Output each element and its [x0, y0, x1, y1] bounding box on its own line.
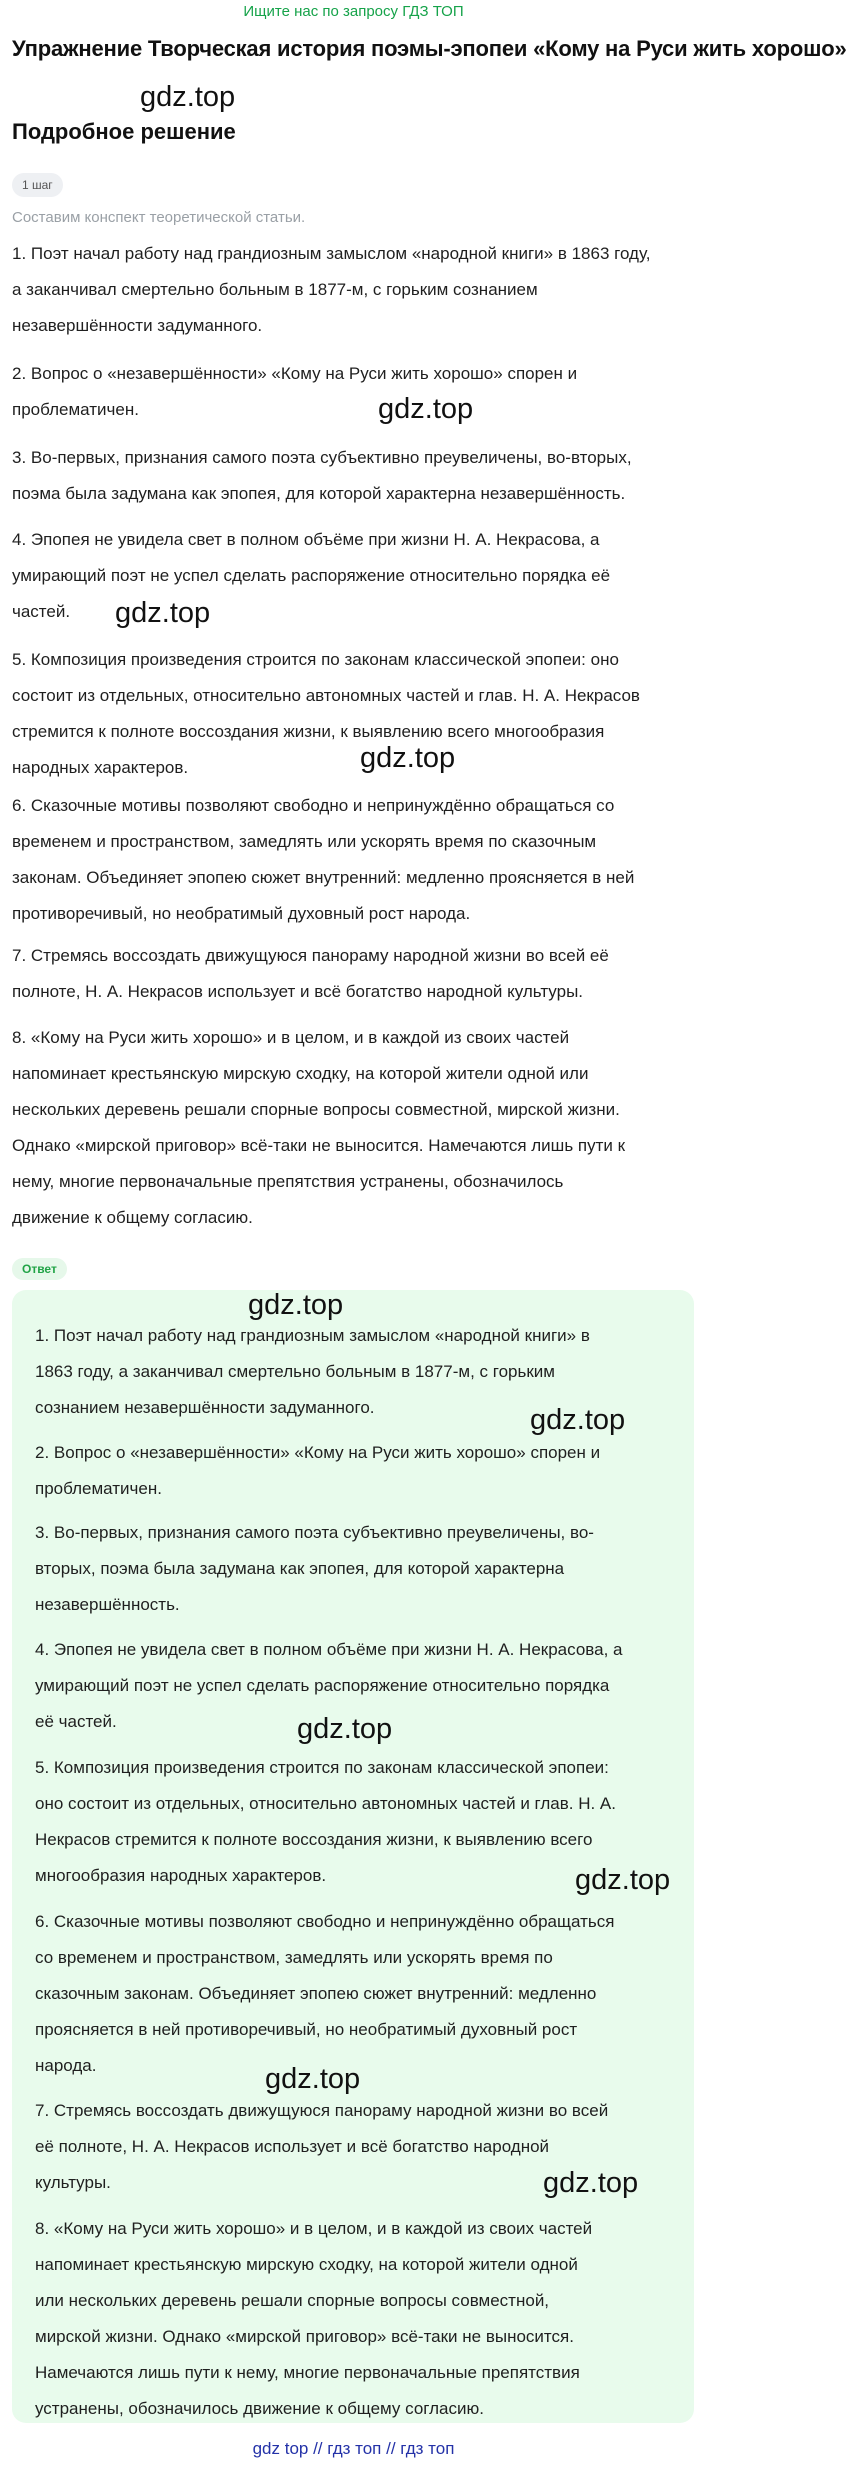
step-badge: 1 шаг: [12, 173, 63, 197]
footer-links[interactable]: gdz top // гдз топ // гдз топ: [252, 2439, 455, 2458]
text-line: незавершённость.: [35, 1595, 180, 1614]
text-line: 1. Поэт начал работу над грандиозным замыслом «народной книги» в 1863 году,: [12, 244, 651, 263]
text-line: 1. Поэт начал работу над грандиозным замыслом «народной книги» в: [35, 1326, 590, 1345]
text-line: движение к общему согласию.: [12, 1208, 253, 1227]
text-line: сознанием незавершённости задуманного.: [35, 1398, 375, 1417]
text-line: 8. «Кому на Руси жить хорошо» и в целом, и в каждой из своих частей: [12, 1028, 570, 1047]
text-line: частей.: [12, 602, 71, 621]
solution-paragraph-3: [12, 440, 692, 512]
text-line: 8. «Кому на Руси жить хорошо» и в целом, и в каждой из своих частей: [35, 2219, 593, 2238]
text-line: устранены, обозначилось движение к общему согласию.: [35, 2399, 484, 2418]
text-line: 5. Композиция произведения строится по законам классической эпопеи: оно: [12, 650, 619, 669]
answer-paragraph-2: [35, 1435, 667, 1507]
solution-paragraph-8: [12, 1020, 692, 1236]
text-line: состоит из отдельных, относительно автономных частей и глав. Н. А. Некрасов: [12, 686, 640, 705]
watermark: gdz.top: [360, 742, 456, 774]
solution-paragraph-1: [12, 236, 692, 344]
section-title: Подробное решение: [12, 119, 236, 144]
text-line: напоминает крестьянскую мирскую сходку, на которой жители одной или: [12, 1064, 589, 1083]
text-line: культуры.: [35, 2173, 111, 2192]
text-line: 5. Композиция произведения строится по законам классической эпопеи:: [35, 1758, 609, 1777]
text-line: 4. Эпопея не увидела свет в полном объёме при жизни Н. А. Некрасова, а: [35, 1640, 623, 1659]
text-line: законам. Объединяет эпопею сюжет внутренний: медленно проясняется в ней: [12, 868, 635, 887]
text-line: 6. Сказочные мотивы позволяют свободно и непринуждённо обращаться со: [12, 796, 615, 815]
text-line: умирающий поэт не успел сделать распоряжение относительно порядка: [35, 1676, 610, 1695]
intro-text: Составим конспект теоретической статьи.: [12, 209, 306, 226]
text-line: умирающий поэт не успел сделать распоряжение относительно порядка её: [12, 566, 611, 585]
text-line: со временем и пространством, замедлять или ускорять время по: [35, 1948, 553, 1967]
text-line: 2. Вопрос о «незавершённости» «Кому на Руси жить хорошо» спорен и: [12, 364, 578, 383]
text-line: 1863 году, а заканчивал смертельно больным в 1877-м, с горьким: [35, 1362, 555, 1381]
text-line: нему, многие первоначальные препятствия устранены, обозначилось: [12, 1172, 564, 1191]
text-line: её полноте, Н. А. Некрасов использует и всё богатство народной: [35, 2137, 550, 2156]
solution-paragraph-6: [12, 788, 692, 932]
text-line: вторых, поэма была задумана как эпопея, для которой характерна: [35, 1559, 565, 1578]
watermark: gdz.top: [378, 393, 474, 425]
text-line: многообразия народных характеров.: [35, 1866, 327, 1885]
text-line: Однако «мирской приговор» всё-таки не выносится. Намечаются лишь пути к: [12, 1136, 626, 1155]
text-line: мирской жизни. Однако «мирской приговор» всё-таки не выносится.: [35, 2327, 574, 2346]
text-line: народных характеров.: [12, 758, 189, 777]
text-line: нескольких деревень решали спорные вопросы совместной, мирской жизни.: [12, 1100, 620, 1119]
text-line: противоречивый, но необратимый духовный рост народа.: [12, 904, 471, 923]
text-line: напоминает крестьянскую мирскую сходку, на которой жители одной: [35, 2255, 578, 2274]
watermark: gdz.top: [115, 597, 211, 629]
text-line: её частей.: [35, 1712, 117, 1731]
answer-paragraph-3: [35, 1515, 667, 1623]
watermark: gdz.top: [543, 2167, 639, 2199]
text-line: а заканчивал смертельно больным в 1877-м, с горьким сознанием: [12, 280, 538, 299]
solution-paragraph-5: [12, 642, 692, 786]
top-banner-link[interactable]: Ищите нас по запросу ГДЗ ТОП: [243, 3, 464, 20]
watermark: gdz.top: [265, 2063, 361, 2095]
watermark: gdz.top: [530, 1404, 626, 1436]
answer-badge: Ответ: [12, 1258, 67, 1280]
text-line: Намечаются лишь пути к нему, многие первоначальные препятствия: [35, 2363, 580, 2382]
text-line: 6. Сказочные мотивы позволяют свободно и непринуждённо обращаться: [35, 1912, 615, 1931]
watermark: gdz.top: [575, 1864, 671, 1896]
text-line: 7. Стремясь воссоздать движущуюся панораму народной жизни во всей её: [12, 946, 609, 965]
text-line: 3. Во-первых, признания самого поэта субъективно преувеличены, во-вторых,: [12, 448, 632, 467]
text-line: 7. Стремясь воссоздать движущуюся панораму народной жизни во всей: [35, 2101, 609, 2120]
text-line: полноте, Н. А. Некрасов использует и всё богатство народной культуры.: [12, 982, 584, 1001]
text-line: проясняется в ней противоречивый, но необратимый духовный рост: [35, 2020, 578, 2039]
text-line: незавершённости задуманного.: [12, 316, 263, 335]
watermark: gdz.top: [140, 81, 236, 113]
solution-paragraph-7: [12, 938, 692, 1010]
solution-paragraph-2: [12, 356, 692, 428]
answer-paragraph-6: [35, 1904, 667, 2084]
text-line: проблематичен.: [12, 400, 139, 419]
text-line: Некрасов стремится к полноте воссоздания жизни, к выявлению всего: [35, 1830, 593, 1849]
text-line: народа.: [35, 2056, 97, 2075]
text-line: временем и пространством, замедлять или ускорять время по сказочным: [12, 832, 597, 851]
answer-paragraph-5: [35, 1750, 667, 1894]
answer-paragraph-8: [35, 2211, 667, 2427]
text-line: 2. Вопрос о «незавершённости» «Кому на Руси жить хорошо» спорен и: [35, 1443, 601, 1462]
text-line: стремится к полноте воссоздания жизни, к выявлению всего многообразия: [12, 722, 605, 741]
text-line: 3. Во-первых, признания самого поэта субъективно преувеличены, во-: [35, 1523, 594, 1542]
text-line: проблематичен.: [35, 1479, 162, 1498]
watermark: gdz.top: [248, 1289, 344, 1321]
text-line: поэма была задумана как эпопея, для которой характерна незавершённость.: [12, 484, 626, 503]
page-title: Упражнение Творческая история поэмы-эпопеи «Кому на Руси жить хорошо»: [12, 36, 846, 61]
solution-paragraph-4: [12, 522, 692, 630]
text-line: оно состоит из отдельных, относительно автономных частей и глав. Н. А.: [35, 1794, 616, 1813]
text-line: или нескольких деревень решали спорные вопросы совместной,: [35, 2291, 550, 2310]
text-line: сказочным законам. Объединяет эпопею сюжет внутренний: медленно: [35, 1984, 597, 2003]
text-line: 4. Эпопея не увидела свет в полном объёме при жизни Н. А. Некрасова, а: [12, 530, 600, 549]
watermark: gdz.top: [297, 1713, 393, 1745]
